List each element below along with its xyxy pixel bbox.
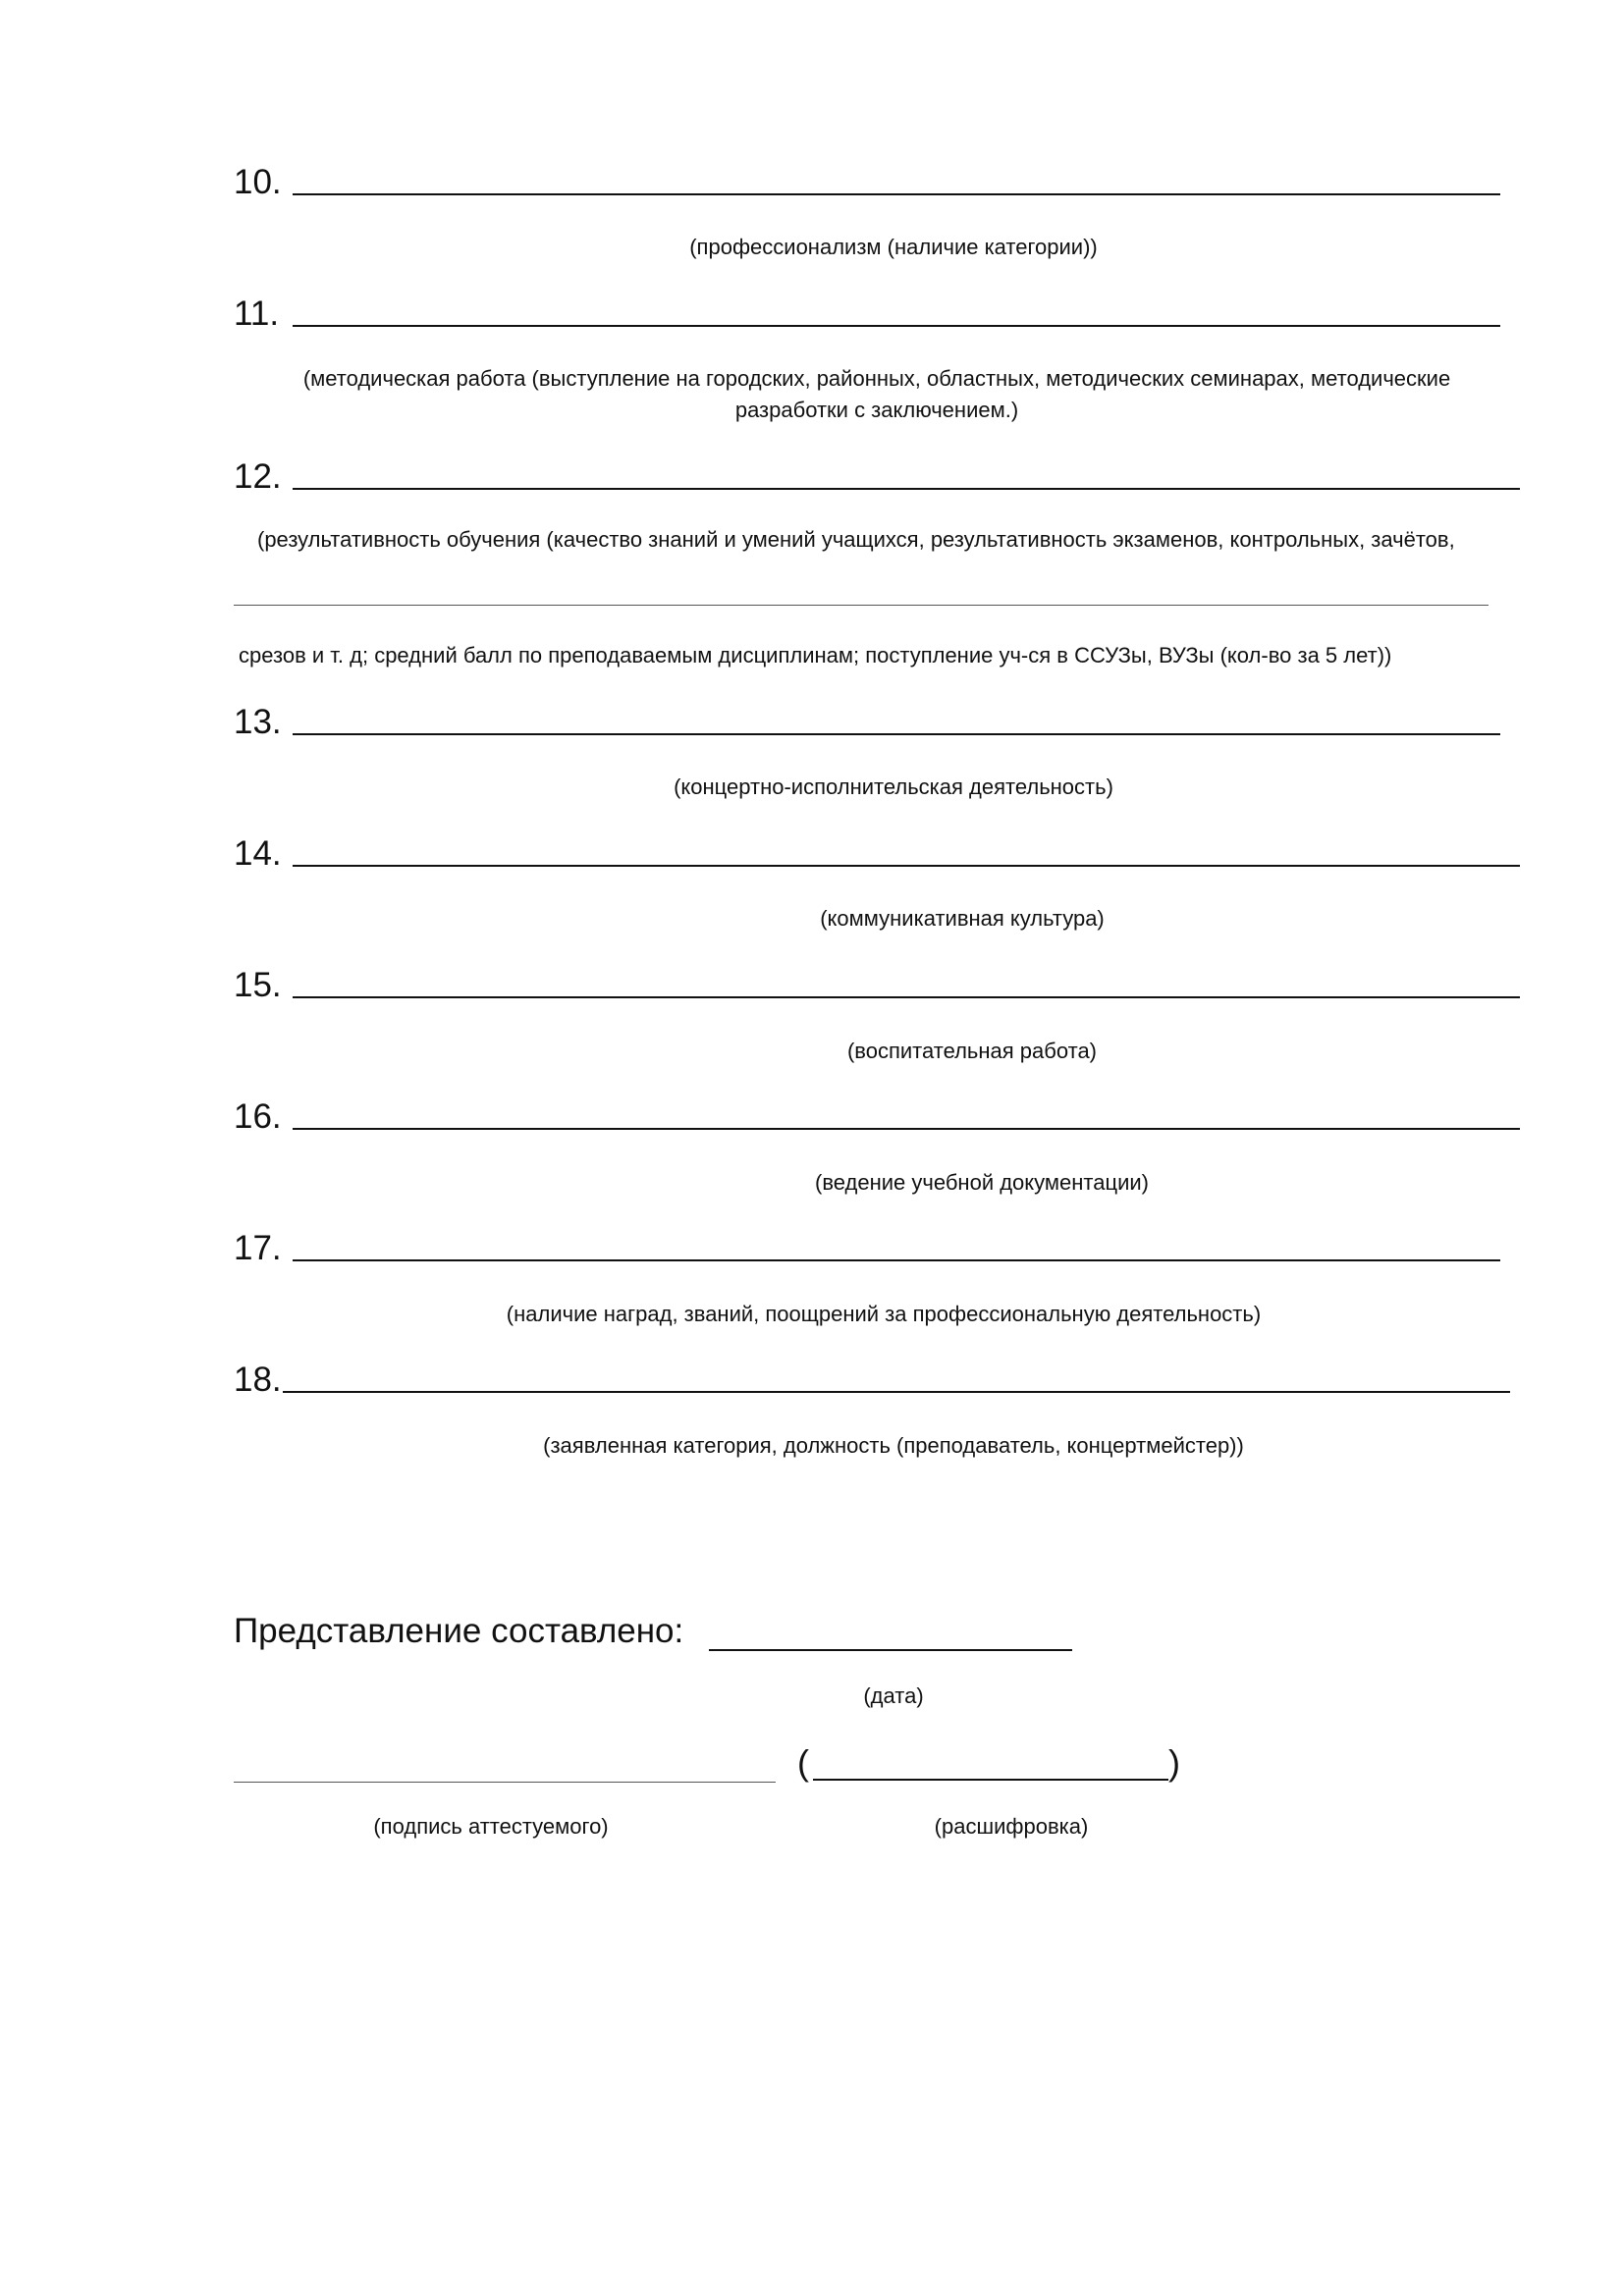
item-caption: (наличие наград, званий, поощрений за профессиональную деятельность)	[506, 1302, 1262, 1326]
item-12	[234, 454, 1530, 497]
item-17	[234, 1225, 1510, 1268]
signature-fill-line[interactable]	[234, 1782, 776, 1783]
open-paren: (	[797, 1742, 809, 1783]
item-caption: (результативность обучения (качество знаний и умений учащихся, результативность экзаменов, контрольных, зачётов,	[257, 527, 1455, 552]
date-caption: (дата)	[863, 1683, 924, 1708]
item-number: 10.	[234, 163, 282, 201]
item-caption-continued: срезов и т. д; средний балл по преподаваемым дисциплинам; поступление уч-ся в ССУЗы, ВУЗы (кол-во за 5 лет))	[239, 643, 1392, 667]
item-caption: (коммуникативная культура)	[820, 906, 1105, 931]
decoding-caption: (расшифровка)	[934, 1814, 1089, 1839]
item-number: 14.	[234, 834, 282, 873]
item-16	[234, 1094, 1530, 1137]
item-number: 12.	[234, 457, 282, 496]
signature-caption: (подпись аттестуемого)	[373, 1814, 609, 1839]
fill-line[interactable]	[293, 1259, 1500, 1261]
item-18	[234, 1357, 1520, 1400]
date-fill-line[interactable]	[709, 1649, 1072, 1651]
item-14	[234, 830, 1530, 874]
decoding-fill-line[interactable]	[813, 1779, 1168, 1781]
item-10	[234, 159, 1510, 202]
fill-line[interactable]	[283, 1391, 1510, 1393]
item-number: 18.	[234, 1361, 282, 1399]
fill-line[interactable]	[293, 733, 1500, 735]
item-number: 15.	[234, 966, 282, 1004]
composed-label: Представление составлено:	[234, 1612, 684, 1650]
fill-line[interactable]	[293, 488, 1520, 490]
item-number: 17.	[234, 1229, 282, 1267]
fill-line[interactable]	[293, 996, 1520, 998]
item-caption: (заявленная категория, должность (преподаватель, концертмейстер))	[543, 1433, 1244, 1458]
item-caption: (воспитательная работа)	[846, 1039, 1098, 1063]
item-number: 11.	[234, 294, 280, 333]
fill-line[interactable]	[293, 193, 1500, 195]
close-paren: )	[1168, 1742, 1180, 1783]
fill-line[interactable]	[293, 1128, 1520, 1130]
fill-line[interactable]	[293, 865, 1520, 867]
item-caption: (профессионализм (наличие категории))	[689, 235, 1098, 259]
fill-line-secondary[interactable]	[234, 605, 1489, 606]
item-15	[234, 962, 1530, 1005]
fill-line[interactable]	[293, 325, 1500, 327]
item-13	[234, 699, 1510, 742]
item-caption: (концертно-исполнительская деятельность)	[674, 774, 1113, 799]
item-number: 16.	[234, 1097, 282, 1136]
item-caption: (ведение учебной документации)	[815, 1170, 1149, 1195]
item-11	[234, 291, 1510, 334]
item-caption: (методическая работа (выступление на городских, районных, областных, методических семинарах, методические разработки с заключением.)	[302, 366, 1451, 422]
item-number: 13.	[234, 703, 282, 741]
